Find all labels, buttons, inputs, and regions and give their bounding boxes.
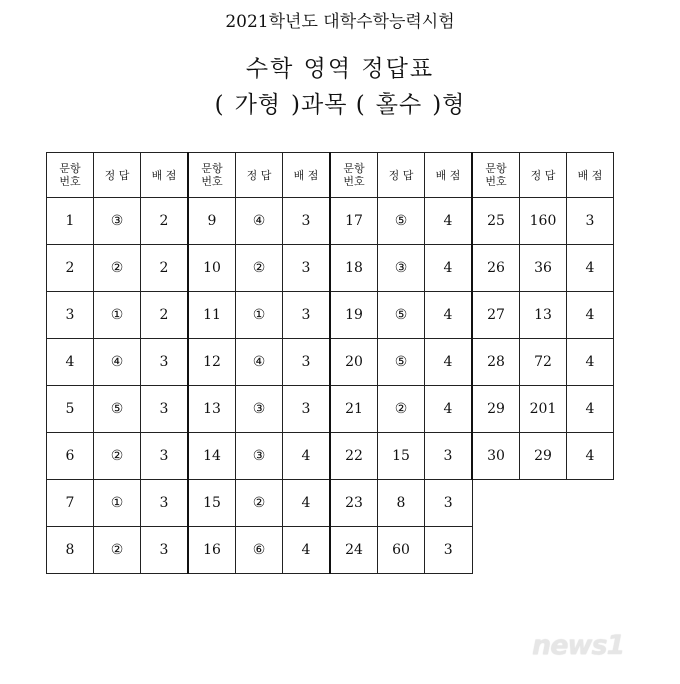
subject-open-paren: ( [355,92,366,118]
score-cell: 4 [425,339,473,386]
header-number-label-top: 문항 [343,162,365,175]
score-cell: 3 [425,433,473,480]
question-number-cell: 10 [188,245,236,292]
question-number-cell: 29 [472,386,520,433]
table-row [47,245,614,292]
score-cell: 3 [425,480,473,527]
news1-watermark-logo: news1 [532,630,625,661]
score-cell: 2 [141,292,189,339]
question-number-cell: 30 [472,433,520,480]
question-number-cell: 15 [188,480,236,527]
question-number-cell: 7 [47,480,94,527]
table-row [47,527,614,574]
answer-cell: ③ [378,245,425,292]
question-number-cell: 9 [188,198,236,245]
header-answer-cell: 정 답 [520,153,567,198]
answer-cell: 36 [520,245,567,292]
question-number-cell: 20 [330,339,378,386]
score-cell: 4 [567,386,614,433]
answer-cell: ⑥ [236,527,283,574]
answer-cell: 29 [520,433,567,480]
score-cell: 4 [425,245,473,292]
score-cell: 4 [567,339,614,386]
score-cell: 4 [567,433,614,480]
answer-cell: 160 [520,198,567,245]
type-line [0,86,680,119]
answer-cell: ② [236,480,283,527]
answer-table [46,152,614,574]
header-number-label-top: 문항 [485,162,507,175]
header-number-cell [47,153,94,198]
answer-cell: 13 [520,292,567,339]
score-cell: 4 [567,245,614,292]
subject-close-paren: ) [432,92,443,118]
answer-cell: ② [236,245,283,292]
type-name: 가형 [234,92,282,118]
question-number-cell: 27 [472,292,520,339]
header-answer-cell: 정 답 [378,153,425,198]
answer-cell: ③ [94,198,141,245]
answer-sheet-title: 수학 영역 정답표 [245,56,435,82]
score-cell: 2 [141,245,189,292]
score-cell: 3 [141,433,189,480]
score-cell: 3 [141,386,189,433]
header-number-cell [188,153,236,198]
answer-cell: 60 [378,527,425,574]
question-number-cell: 4 [47,339,94,386]
question-number-cell: 14 [188,433,236,480]
score-cell: 3 [283,339,331,386]
score-cell: 3 [141,339,189,386]
header-number-label-top: 문항 [59,162,81,175]
empty-area [472,480,614,527]
form-label: 형 [442,92,466,118]
answer-cell: ③ [236,386,283,433]
answer-cell: 201 [520,386,567,433]
answer-cell: ① [236,292,283,339]
table-row [47,339,614,386]
question-number-cell: 13 [188,386,236,433]
header-number-label-bottom: 번호 [201,175,223,188]
answer-cell: 72 [520,339,567,386]
question-number-cell: 6 [47,433,94,480]
answer-cell: ⑤ [94,386,141,433]
header-number-label-bottom: 번호 [343,175,365,188]
score-cell: 4 [425,292,473,339]
header-score-cell: 배 점 [425,153,473,198]
score-cell: 2 [141,198,189,245]
answer-cell: ② [378,386,425,433]
table-row [47,386,614,433]
score-cell: 3 [283,292,331,339]
score-cell: 4 [283,433,331,480]
header-number-label-bottom: 번호 [59,175,81,188]
question-number-cell: 1 [47,198,94,245]
score-cell: 4 [567,292,614,339]
question-number-cell: 21 [330,386,378,433]
score-cell: 4 [425,386,473,433]
answer-cell: ⑤ [378,198,425,245]
score-cell: 3 [425,527,473,574]
header-score-cell: 배 점 [567,153,614,198]
question-number-cell: 3 [47,292,94,339]
answer-cell: ① [94,480,141,527]
question-number-cell: 28 [472,339,520,386]
exam-title: 2021학년도 대학수학능력시험 [225,12,455,32]
answer-cell: ② [94,245,141,292]
question-number-cell: 24 [330,527,378,574]
subject-label: 과목 [301,92,348,118]
question-number-cell: 18 [330,245,378,292]
type-close-paren: ) [291,92,302,118]
answer-cell: ② [94,527,141,574]
question-number-cell: 5 [47,386,94,433]
question-number-cell: 22 [330,433,378,480]
header-score-cell: 배 점 [141,153,189,198]
question-number-cell: 25 [472,198,520,245]
question-number-cell: 11 [188,292,236,339]
answer-cell: ① [94,292,141,339]
answer-cell: ⑤ [378,292,425,339]
question-number-cell: 12 [188,339,236,386]
header-answer-cell: 정 답 [236,153,283,198]
score-cell: 3 [567,198,614,245]
score-cell: 3 [141,480,189,527]
subject-name: 홀수 [375,92,423,118]
header-number-label-top: 문항 [201,162,223,175]
question-number-cell: 8 [47,527,94,574]
table-header-row [47,153,614,198]
table-row [47,480,614,527]
answer-cell: 8 [378,480,425,527]
question-number-cell: 2 [47,245,94,292]
score-cell: 4 [283,527,331,574]
question-number-cell: 19 [330,292,378,339]
empty-area [472,527,614,574]
score-cell: 3 [141,527,189,574]
question-number-cell: 16 [188,527,236,574]
answer-cell: ⑤ [378,339,425,386]
score-cell: 4 [283,480,331,527]
answer-cell: ④ [94,339,141,386]
type-open-paren: ( [214,92,225,118]
table-row [47,433,614,480]
answer-cell: 15 [378,433,425,480]
answer-cell: ③ [236,433,283,480]
answer-cell: ② [94,433,141,480]
score-cell: 3 [283,245,331,292]
score-cell: 3 [283,386,331,433]
table-row [47,292,614,339]
answer-cell: ④ [236,339,283,386]
header-number-cell [330,153,378,198]
header-score-cell: 배 점 [283,153,331,198]
score-cell: 3 [283,198,331,245]
answer-cell: ④ [236,198,283,245]
question-number-cell: 17 [330,198,378,245]
question-number-cell: 23 [330,480,378,527]
score-cell: 4 [425,198,473,245]
header-answer-cell: 정 답 [94,153,141,198]
header-number-label-bottom: 번호 [485,175,507,188]
header-number-cell [472,153,520,198]
table-row [47,198,614,245]
question-number-cell: 26 [472,245,520,292]
